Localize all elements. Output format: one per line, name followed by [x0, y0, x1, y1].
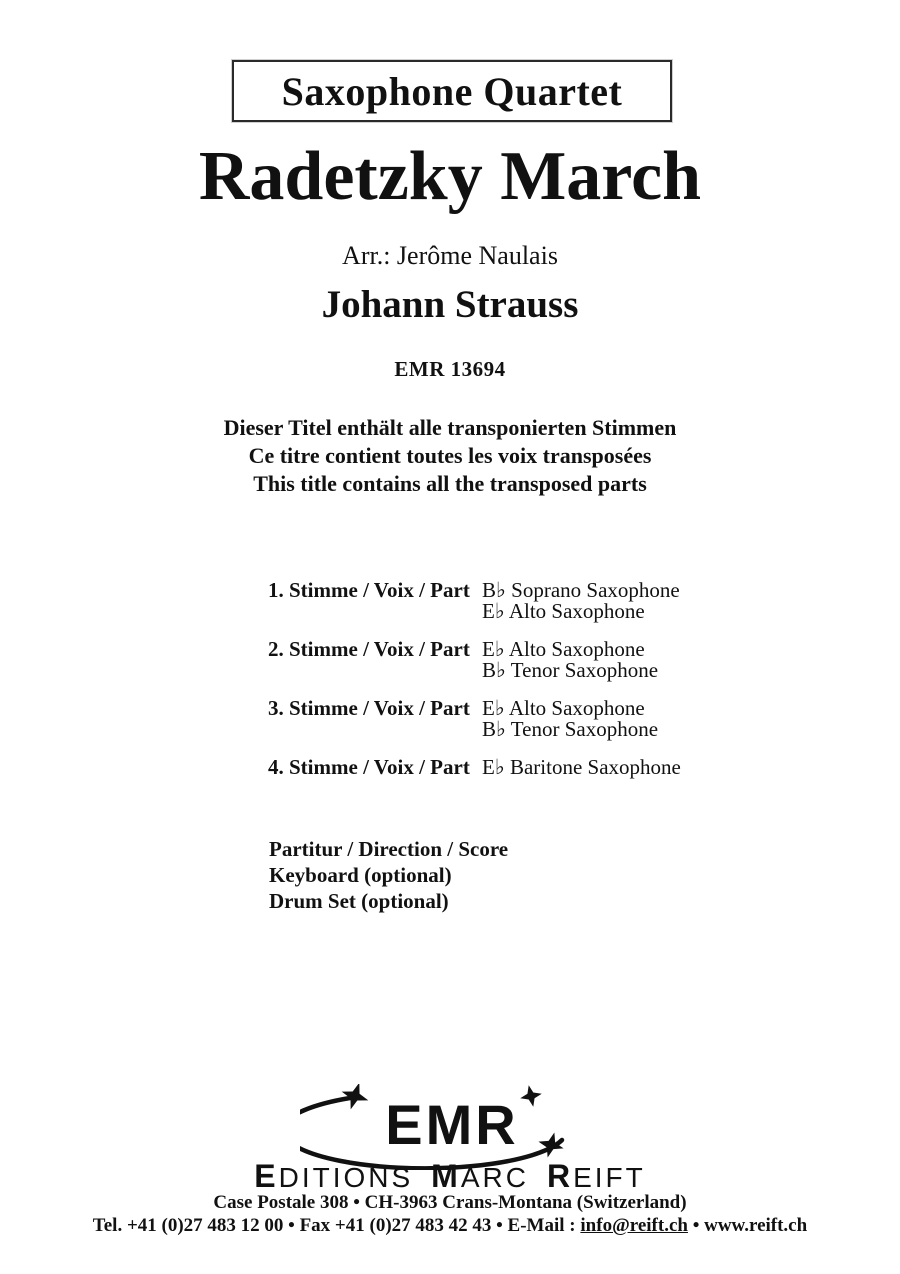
catalog-number: EMR 13694 — [394, 357, 506, 381]
part-instruments — [482, 580, 680, 622]
publisher-name — [0, 1158, 900, 1195]
part-row — [268, 757, 681, 778]
publisher-address: Case Postale 308 • CH-3963 Crans-Montana (Switzerland) — [213, 1192, 687, 1213]
part-row — [268, 580, 681, 622]
part-label: 3. Stimme / Voix / Part — [268, 696, 470, 720]
publisher-word: REIFT — [546, 1158, 646, 1194]
instrument: B♭ Soprano Saxophone — [482, 578, 680, 602]
contact-separator: • — [687, 1215, 705, 1236]
category-label: Saxophone Quartet — [281, 68, 623, 114]
instrument: E♭ Alto Saxophone — [482, 599, 645, 623]
parts-table — [268, 580, 681, 795]
extra-materials-list — [269, 836, 508, 914]
arranger-credit: Arr.: Jerôme Naulais — [342, 241, 558, 270]
notice-line-french: Ce titre contient toutes les voix transposées — [248, 443, 652, 468]
instrument: B♭ Tenor Saxophone — [482, 717, 659, 741]
contact-prefix: Tel. +41 (0)27 483 12 00 • Fax +41 (0)27 483 42 43 • E-Mail : — [92, 1215, 581, 1236]
instrument: E♭ Baritone Saxophone — [482, 755, 681, 779]
email-link[interactable]: info@reift.ch — [580, 1215, 688, 1236]
part-row — [268, 698, 681, 740]
transposed-parts-notice — [0, 414, 900, 498]
instrument: E♭ Alto Saxophone — [482, 696, 645, 720]
contact-line — [0, 1215, 900, 1237]
page-title: Radetzky March — [198, 138, 702, 215]
star-icon — [535, 1129, 567, 1161]
extra-item-keyboard: Keyboard (optional) — [269, 863, 452, 887]
extra-item-score: Partitur / Direction / Score — [269, 837, 509, 861]
part-row — [268, 639, 681, 681]
category-box — [232, 60, 672, 122]
part-instruments — [482, 639, 658, 681]
part-instruments — [482, 698, 658, 740]
notice-line-german: Dieser Titel enthält alle transponierten Stimmen — [223, 415, 677, 440]
part-label: 1. Stimme / Voix / Part — [268, 578, 470, 602]
instrument: B♭ Tenor Saxophone — [482, 658, 659, 682]
publisher-word: MARC — [431, 1158, 529, 1194]
part-label: 2. Stimme / Voix / Part — [268, 637, 470, 661]
extra-item-drumset: Drum Set (optional) — [269, 889, 449, 913]
logo-emr-text: EMR — [385, 1093, 519, 1156]
part-instruments — [482, 757, 681, 778]
star-icon — [518, 1084, 544, 1109]
instrument: E♭ Alto Saxophone — [482, 637, 645, 661]
notice-line-english: This title contains all the transposed parts — [253, 471, 647, 496]
composer-name: Johann Strauss — [321, 283, 579, 326]
part-label: 4. Stimme / Voix / Part — [268, 755, 470, 779]
publisher-word: EDITIONS — [254, 1158, 414, 1194]
website-text: www.reift.ch — [704, 1215, 808, 1236]
